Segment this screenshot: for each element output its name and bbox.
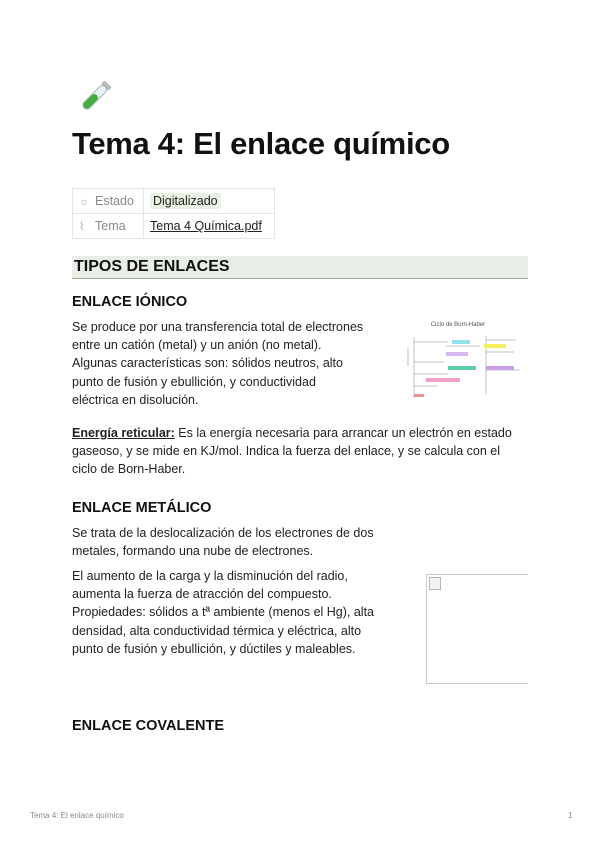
- metalico-paragraph-1: Se trata de la deslocalización de los electrones de dos metales, formando una nube de electrones.: [72, 526, 374, 559]
- test-tube-icon: [72, 76, 116, 120]
- born-haber-cycle-figure: [400, 318, 528, 404]
- ionico-paragraph: Se produce por una transferencia total de electrones entre un catión (metal) y un anión (no metal). Algunas características son: sólidos neutros, alto punto de fusión y ebullición, y conductividad eléctrica en disolución.: [72, 320, 364, 407]
- attachment-link[interactable]: Tema 4 Química.pdf: [150, 219, 262, 233]
- energia-reticular-paragraph: Energía reticular: Es la energía necesaria para arrancar un electrón en estado gaseoso, y se mide en KJ/mol. Indica la fuerza del enlace, y se calcula con el ciclo de Born-Haber.: [72, 426, 512, 477]
- heading-covalente: ENLACE COVALENTE: [72, 718, 224, 734]
- property-key: Tema: [95, 219, 126, 233]
- broken-image-placeholder: [426, 574, 528, 684]
- page-number: 1: [568, 811, 573, 820]
- broken-image-icon: [429, 577, 441, 590]
- energia-reticular-term: Energía reticular:: [72, 426, 175, 440]
- property-row-tema: [73, 214, 275, 239]
- metalico-paragraph-2: El aumento de la carga y la disminución del radio, aumenta la fuerza de atracción del compuesto. Propiedades: sólidos a tª ambiente (menos el Hg), alta densidad, alta conductividad térmica y eléctrica, alto punto de fusión y ebullición, y dúctiles y maleables.: [72, 569, 375, 656]
- status-badge[interactable]: Digitalizado: [150, 193, 221, 209]
- properties-table: [72, 188, 275, 239]
- property-key: Estado: [95, 194, 134, 208]
- figure-title: Ciclo de Born-Haber: [430, 322, 486, 328]
- footer-title: Tema 4: El enlace químico: [30, 811, 124, 820]
- status-icon: ☼: [79, 196, 90, 208]
- property-row-estado: [73, 189, 275, 214]
- heading-metalico: ENLACE METÁLICO: [72, 500, 212, 516]
- paperclip-icon: ⌇: [79, 221, 85, 233]
- section-heading: TIPOS DE ENLACES: [74, 258, 230, 275]
- heading-ionico: ENLACE IÓNICO: [72, 294, 188, 310]
- page-title: Tema 4: El enlace químico: [72, 126, 450, 161]
